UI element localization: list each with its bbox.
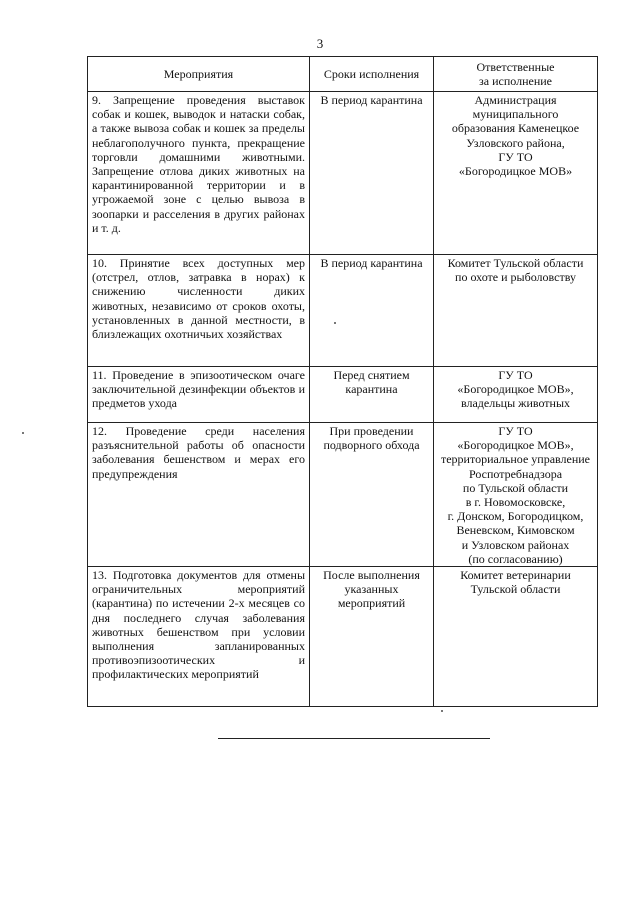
end-of-document-rule — [218, 738, 490, 739]
scan-speck — [441, 710, 443, 712]
term-line: указанных — [344, 582, 399, 597]
table-header-row — [88, 57, 598, 92]
responsible-cell — [434, 367, 598, 423]
responsible-line: г. Донском, Богородицком, — [447, 509, 584, 524]
responsible-cell — [434, 423, 598, 567]
table-row — [88, 92, 598, 255]
page-number: 3 — [316, 36, 324, 51]
measure-cell: 10. Принятие всех доступных мер (отстрел, отлов, затравка в норах) к снижению численности диких животных, независимо от сроков охоты, установленных в данной местности, в близлежащих охотничьих хозяйствах — [88, 255, 310, 367]
responsible-cell — [434, 92, 598, 255]
term-line: карантина — [345, 382, 398, 397]
header-responsible — [434, 57, 598, 92]
measure-cell: 9. Запрещение проведения выставок собак и кошек, выводок и натаски собак, а также вывоза собак и кошек за пределы неблагополучного пункта, прекращение торговли домашними животными. Запрещение отлова диких животных на карантинированной территории и в угрожаемой зоне с целью вывоза в зоопарки и расселения в других районах и т. д. — [88, 92, 310, 255]
responsible-line: владельцы животных — [460, 396, 571, 411]
header-measures: Мероприятия — [88, 57, 310, 92]
header-responsible-line-1: Ответственные — [476, 59, 555, 74]
term-cell — [310, 567, 434, 707]
responsible-line: ГУ ТО — [498, 149, 533, 164]
term-cell — [310, 255, 434, 367]
responsible-line: ГУ ТО — [498, 424, 533, 438]
measure-cell: 11. Проведение в эпизоотическом очаге заключительной дезинфекции объектов и предметов ухода — [88, 367, 310, 423]
measure-cell: 12. Проведение среди населения разъяснительной работы об опасности заболевания бешенством и мерах его предупреждения — [88, 423, 310, 567]
term-line: При проведении — [329, 424, 414, 438]
responsible-line: «Богородицкое МОВ» — [458, 164, 573, 179]
responsible-line: по Тульской области — [462, 480, 569, 495]
responsible-line: Веневском, Кимовском — [456, 523, 575, 538]
term-line: В период карантина — [320, 256, 423, 270]
responsible-line: образования Каменецкое — [451, 121, 580, 136]
term-cell — [310, 367, 434, 423]
responsible-line: в г. Новомосковске, — [465, 495, 566, 510]
table-row — [88, 567, 598, 707]
responsible-line: муниципального — [472, 107, 559, 122]
responsible-line: по охоте и рыболовству — [455, 270, 576, 285]
responsible-line: Комитет ветеринарии — [460, 568, 571, 583]
responsible-line: (по согласованию) — [468, 551, 563, 566]
responsible-line: Узловского района, — [466, 135, 565, 150]
scan-speck — [22, 432, 24, 434]
responsible-line: и Узловском районах — [461, 537, 570, 552]
responsible-line: ГУ ТО — [498, 368, 533, 382]
responsible-line: «Богородицкое МОВ», — [457, 382, 574, 397]
term-line: В период карантина — [320, 93, 423, 107]
term-line: подворного обхода — [323, 438, 420, 453]
responsible-line: территориальное управление — [440, 452, 591, 467]
table-row — [88, 423, 598, 567]
table-row — [88, 255, 598, 367]
header-responsible-line-2: за исполнение — [479, 74, 552, 88]
responsible-line: Тульской области — [470, 582, 561, 597]
header-terms: Сроки исполнения — [310, 57, 434, 92]
term-line: мероприятий — [337, 596, 406, 611]
table-row — [88, 367, 598, 423]
responsible-line: Комитет Тульской области — [447, 256, 584, 270]
scan-speck — [334, 322, 336, 324]
measure-cell: 13. Подготовка документов для отмены ограничительных мероприятий (карантина) по истечении 2-х месяцев со дня последнего случая заболевания животных бешенством при условии выполнения запланированных противоэпизоотических и профилактических мероприятий — [88, 567, 310, 707]
responsible-line: Администрация — [474, 93, 557, 107]
term-line: Перед снятием — [333, 368, 410, 382]
term-cell — [310, 92, 434, 255]
term-line: После выполнения — [323, 568, 420, 583]
term-cell — [310, 423, 434, 567]
responsible-line: «Богородицкое МОВ», — [457, 438, 574, 453]
responsible-cell — [434, 255, 598, 367]
responsible-line: Роспотребнадзора — [468, 466, 563, 481]
measures-table — [87, 56, 598, 707]
responsible-cell — [434, 567, 598, 707]
